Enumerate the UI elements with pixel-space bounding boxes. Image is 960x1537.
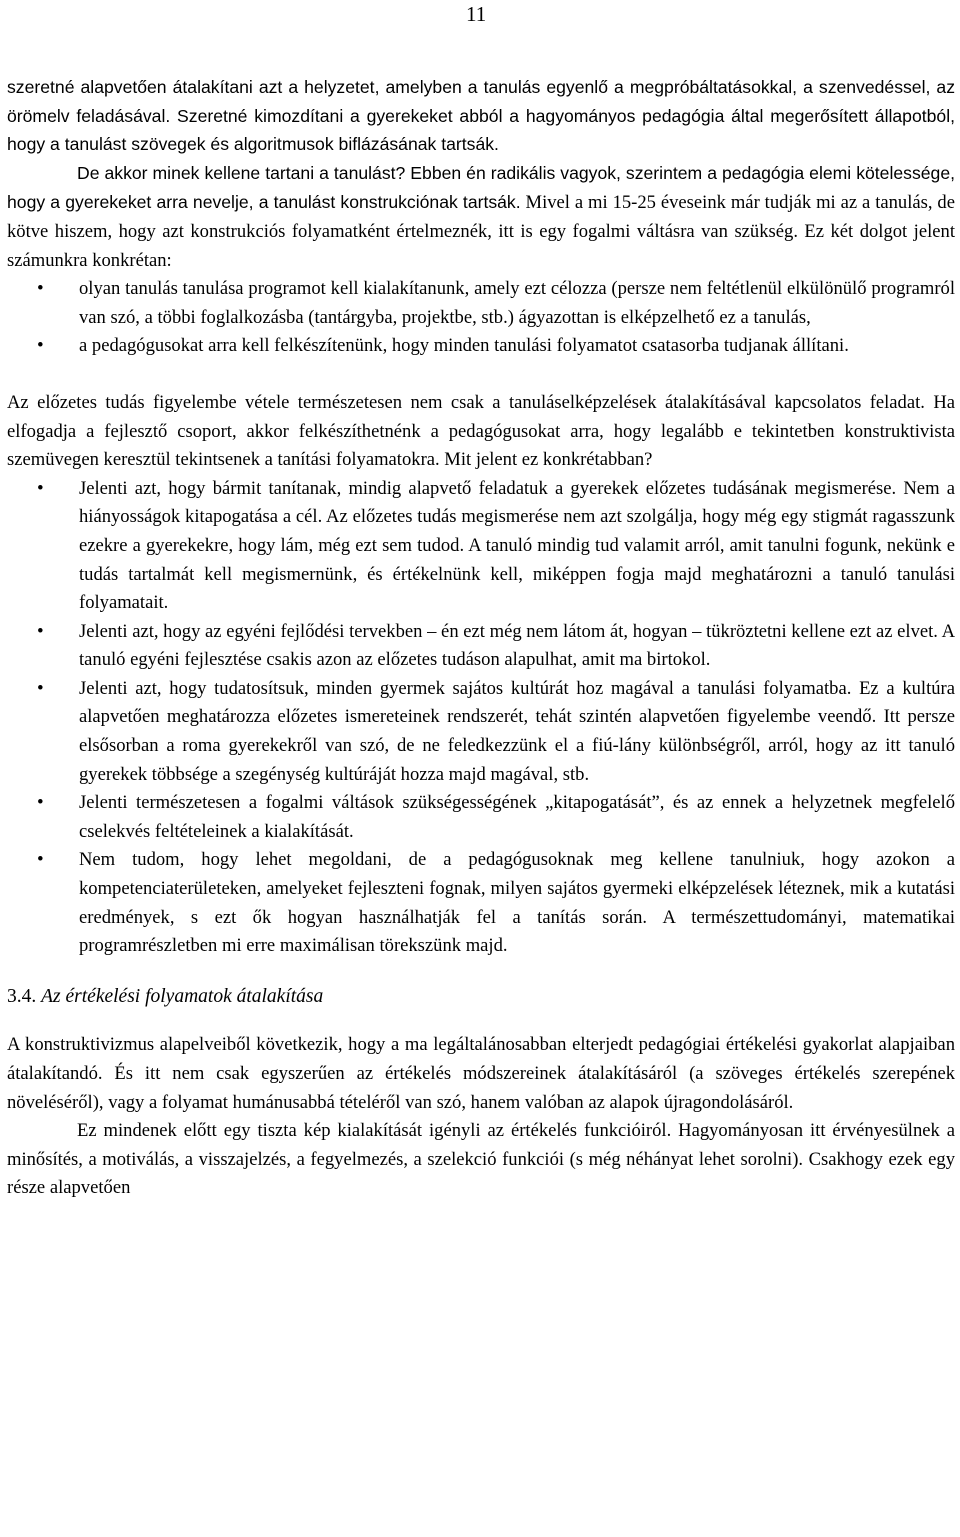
page-number: 11 xyxy=(466,2,487,26)
paragraph-radical-serif: Mivel a mi 15-25 éveseink már tudják mi az a tanulás, de kötve hiszem, hogy azt konstrukciós folyamatként értelmeznék, itt is egy fogalmi váltásra van szükség. Ez két dolgot jelent számunkra konkrétan: xyxy=(7,192,955,271)
paragraph-evaluation: A konstruktivizmus alapelveiből következik, hogy a ma legáltalánosabban elterjedt pedagógiai értékelési gyakorlat alapjaiban átalakítandó. És itt nem csak egyszerűen az értékelés módszereinek átalakításáról (a szöveges értékelés szerepének növeléséről), vagy a folyamat humánusabbá tételéről van szó, hanem valóban az alapok újragondolásáról. xyxy=(7,1034,955,1113)
list-item: • Nem tudom, hogy lehet megoldani, de a pedagógusoknak meg kellene tanulniuk, hogy azokon a kompetenciaterületeken, amelyeket fejleszteni fognak, milyen sajátos gyermeki elképzelések léteznek, mik a kutatási eredmények, s ezt ők hogyan használhatják fel a tanítás során. A természettudományi, matematikai programrészletben mi erre maximálisan törekszünk majd. xyxy=(7,846,955,960)
paragraph-intro: szeretné alapvetően átalakítani azt a helyzetet, amelyben a tanulás egyenlő a megpróbáltatásokkal, a szenvedéssel, az örömelv feladásával. Szeretné kimozdítani a gyerekeket abból a hagyományos pedagógia által megerősített állapotból, hogy a tanulást szövegek és algoritmusok biflázásának tartsák. xyxy=(7,77,955,155)
list-item: • Jelenti természetesen a fogalmi váltások szükségességének „kitapogatását”, és az ennek a helyzetnek megfelelő cselekvés feltételeinek a kialakítását. xyxy=(7,789,955,846)
list-item: • olyan tanulás tanulása programot kell kialakítanunk, amely ezt célozza (persze nem feltétlenül elkülönülő programról van szó, a többi foglalkozásba (tantárgyba, projektbe, stb.) ágyazottan is elképzelhető ez a tanulás, xyxy=(7,275,955,332)
document-body xyxy=(7,73,955,1203)
section-heading xyxy=(7,983,955,1012)
prior-knowledge-list xyxy=(7,475,955,961)
paragraph-radical-sans: De akkor minek kellene tartani a tanulást? Ebben én radikális vagyok, szerintem a pedagógia elemi kötelessége, hogy a gyerekeket arra nevelje, a tanulást konstrukciónak tartsák. xyxy=(7,162,955,213)
list-item: • Jelenti azt, hogy bármit tanítanak, mindig alapvető feladatuk a gyerekek előzetes tudásának megismerése. Nem a hiányosságok kitapogatása a cél. Az előzetes tudás megismerése nem azt szolgálja, hogy még egy stigmát ragasszunk ezekre a gyerekekre, hogy lám, még ezt sem tudod. A tanuló mindig tud valamit arról, amit tanulni fogunk, nekünk e tudás tartalmát kell megismernünk, és értékelnünk kell, miképpen fogja majd meghatározni a tanuló tanulási folyamatait. xyxy=(7,475,955,618)
paragraph-radical xyxy=(7,159,955,275)
paragraph-prior-knowledge: Az előzetes tudás figyelembe vétele természetesen nem csak a tanuláselképzelések átalakításával kapcsolatos feladat. Ha elfogadja a fejlesztő csoport, akkor felkészíthetnénk a pedagógusokat arra, hogy legalább e tekintetben konstruktivista szemüvegen keresztül tekintsenek a tanítási folyamatokra. Mit jelent ez konkrétabban? xyxy=(7,391,955,471)
list-item: • a pedagógusokat arra kell felkészítenünk, hogy minden tanulási folyamatot csatasorba tudjanak állítani. xyxy=(7,332,955,361)
section-title: Az értékelési folyamatok átalakítása xyxy=(41,985,324,1007)
section-number: 3.4. xyxy=(7,985,37,1007)
learning-list xyxy=(7,275,955,361)
list-item: • Jelenti azt, hogy az egyéni fejlődési tervekben – én ezt még nem látom át, hogyan – tükröztetni kellene ezt az elvet. A tanuló egyéni fejlesztése csakis azon az előzetes tudáson alapulhat, amit ma birtokol. xyxy=(7,618,955,675)
list-item: • Jelenti azt, hogy tudatosítsuk, minden gyermek sajátos kultúrát hoz magával a tanulási folyamatba. Ez a kultúra alapvetően meghatározza előzetes ismereteinek rendszerét, tehát szintén alapvetően figyelembe veendő. Itt persze elsősorban a roma gyerekekről van szó, de ne feledkezzünk el a fiú-lány különbségről, arról, hogy az itt tanuló gyerekek többsége a szegénység kultúráját hozza majd magával, stb. xyxy=(7,675,955,789)
paragraph-functions: Ez mindenek előtt egy tiszta kép kialakítását igényli az értékelés funkcióiról. Hagyományosan itt érvényesülnek a minősítés, a motiválás, a visszajelzés, a fegyelmezés, a szelekció funkciói (s még néhányat lehet sorolni). Csakhogy ezek egy része alapvetően xyxy=(7,1120,955,1199)
